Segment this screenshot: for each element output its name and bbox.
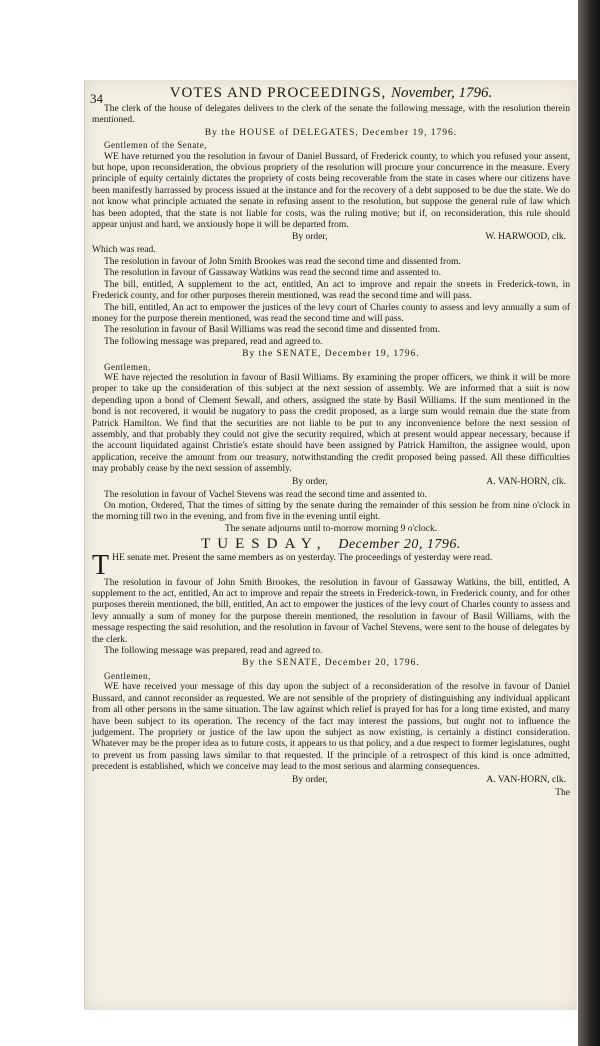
opening-paragraph [92, 549, 570, 581]
paragraph: The resolution in favour of John Smith Brookes was read the second time and dissented from. [104, 256, 461, 267]
message-body: WE have returned you the resolution in favour of Daniel Bussard, of Frederick county, to which you refused your assent, but hope, upon reconsideration, the obvious propriety of the resolution will procure your concurrence in the measure. Every principle of equity certainly dictates the propriety of costs being recoverable from the state in cases where our citizens have been manifestly harrassed by process issued at the instance and for the recovery of a debt supposed to be due the state. We do not know what principle actuated the senate in refusing assent to the resolution, but suppose the general rule of law which has been adopted, that the state is not liable for costs, was the ruling motive; but if, on reconsideration, this rule should appear unjust and hard, we anxiously hope it will be departed from. [92, 151, 570, 231]
paragraph: The clerk of the house of delegates delivers to the clerk of the senate the following message, with the resolution therein mentioned. [92, 104, 570, 126]
drop-cap: T [92, 549, 110, 581]
day-date: December 20, 1796. [338, 537, 461, 553]
clerk-signature: A. VAN-HORN, clk. [486, 476, 566, 487]
running-header [92, 84, 570, 104]
paragraph: The bill, entitled, A supplement to the act, entitled, An act to improve and repair the streets in Frederick-town, in Frederick county, and for other purposes therein mentioned, was read the second time and will pass. [92, 279, 570, 302]
signature-row [92, 477, 570, 489]
adjournment-line: The senate adjourns until to-morrow morning 9 o'clock. [224, 523, 438, 534]
opening-text: HE senate met. Present the same members as on yesterday. The proceedings of yesterday were read. [112, 552, 493, 563]
signature-row [92, 232, 570, 244]
page-number: 34 [90, 91, 103, 106]
clerk-signature: A. VAN-HORN, clk. [486, 774, 566, 785]
message-heading-senate: By the SENATE, December 20, 1796. [242, 658, 420, 669]
page-content [92, 84, 570, 799]
day-heading [92, 536, 570, 553]
paragraph: The resolution in favour of Basil Williams was read the second time and dissented from. [104, 325, 440, 336]
paragraph: The following message was prepared, read and agreed to. [104, 646, 323, 657]
paragraph: The resolution in favour of John Smith Brookes, the resolution in favour of Gassaway Watkins, the bill, entitled, A supplement to the act, entitled, An act to improve and repair the streets in Frederick-town, in Frederick county, and for other purposes therein mentioned, the bill, entitled, An act to empower the justices of the levy court of Charles county to assess and levy annually a sum of money for the purpose therein mentioned, the resolution in favour of Basil Williams, with the message respecting the said resolution, and the resolution in favour of Vachel Stevens, were sent to the house of delegates by the clerk. [92, 577, 570, 645]
clerk-signature: W. HARWOOD, clk. [485, 232, 566, 243]
paragraph: The resolution in favour of Gassaway Watkins was read the second time and assented to. [104, 268, 442, 279]
salutation: Gentlemen, [104, 361, 151, 372]
by-order: By order, [292, 232, 328, 243]
paragraph: Which was read. [92, 245, 156, 256]
message-body: WE have rejected the resolution in favour of Basil Williams. By examining the proper officers, we think it will be more proper to take up the consideration of this subject at the next session of assembly. We are informed that a suit is now depending upon a bond of Clement Sewall, and others, assigned the state by Basil Williams. If the sum mentioned in the bond is not recovered, it would be nugatory to pass the credit proposed, as a large sum would remain due the state from Patrick Hamilton. We find that the securities are not liable to be put to any inconvenience before the next session of assembly, and that probably they could not give the security required, which at present would appear necessary, because if the account liquidated against Christie's estate should have been assigned by Patrick Hamilton, the assignee would, upon application, receive the amount from our treasury, notwithstanding the credit proposed being passed. All these difficulties may probably cease by the next session of assembly. [92, 372, 570, 475]
header-date: November, 1796. [391, 85, 493, 101]
salutation: Gentlemen, [104, 670, 151, 681]
catchword: The [555, 787, 570, 798]
header-title: VOTES AND PROCEEDINGS, [169, 85, 387, 101]
book-spine-edge [578, 0, 600, 1046]
paragraph: The bill, entitled, An act to empower the justices of the levy court of Charles county to assess and levy annually a sum of money for the purpose therein mentioned, was read the second time and will pass. [92, 302, 570, 324]
day-name: TUESDAY, [201, 536, 328, 553]
signature-row [92, 775, 570, 787]
paragraph: The following message was prepared, read and agreed to. [104, 336, 323, 347]
message-heading-house: By the HOUSE of DELEGATES, December 19, 1796. [204, 127, 458, 138]
by-order: By order, [292, 476, 328, 487]
paragraph: On motion, Ordered, That the times of sitting by the senate during the remainder of this session be from nine o'clock in the morning till two in the evening, and from five in the evening until eight. [92, 501, 570, 523]
message-heading-senate: By the SENATE, December 19, 1796. [242, 349, 420, 360]
by-order: By order, [292, 774, 328, 785]
paragraph: The resolution in favour of Vachel Stevens was read the second time and assented to. [104, 489, 427, 500]
message-body: WE have received your message of this day upon the subject of a reconsideration of the resolve in favour of Daniel Bussard, and cannot reconsider as requested. We are not sensible of the propriety of distinguishing any individual applicant from all other persons in the same situation. The law against which relief is prayed for has for a long time existed, and many have been subject to its operation. The recency of the fact may interest the passions, but ought not to influence the judgement. The propriety or justice of the law upon the subject as now existing, is certainly a distinct consideration. Whatever may be the proper idea as to future costs, it appears to us that policy, and a due respect to former legislatures, ought to prevent us from passing laws similar to that requested. If the principle of a retrospect of this kind is once admitted, precedent is established, which we conceive may lead to the most serious and alarming consequences. [92, 682, 570, 773]
salutation: Gentlemen of the Senate, [104, 140, 207, 151]
